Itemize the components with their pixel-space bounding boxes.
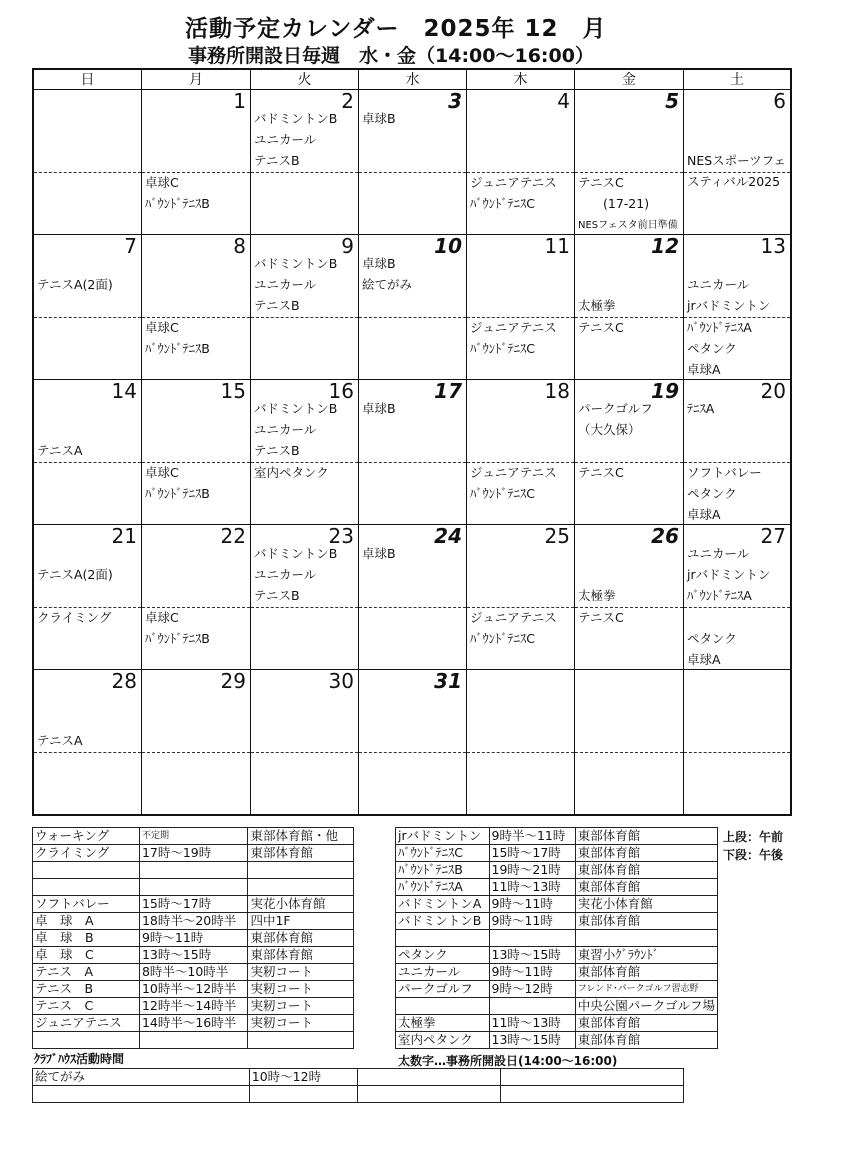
day-cell xyxy=(467,235,575,380)
event-item: ﾊﾞｳﾝﾄﾞﾃﾆｽB xyxy=(145,196,210,211)
table-cell: 太極拳 xyxy=(396,1015,490,1032)
day-number: 6 xyxy=(773,89,786,113)
event-item: テニスA xyxy=(37,733,83,748)
event-item: ジュニアテニス xyxy=(470,320,557,335)
day-cell xyxy=(467,380,575,525)
event-item: ジュニアテニス xyxy=(470,610,557,625)
event-item: 太極拳 xyxy=(578,588,616,603)
weekday-header: 金 xyxy=(575,70,684,90)
table-cell xyxy=(249,1086,358,1103)
weekday-header: 木 xyxy=(467,70,575,90)
event-item: 卓球B xyxy=(362,401,396,416)
table-row xyxy=(33,1032,354,1049)
table-row xyxy=(396,896,718,913)
event-item: バドミントンB xyxy=(254,546,338,561)
am-pm-divider xyxy=(359,462,466,463)
event-item: テニスA(2面) xyxy=(37,277,113,292)
event-item: バドミントンB xyxy=(254,401,338,416)
event-item: ﾊﾞｳﾝﾄﾞﾃﾆｽB xyxy=(145,341,210,356)
am-pm-divider xyxy=(142,607,250,608)
clubhouse-title: ｸﾗﾌﾞﾊｳｽ活動時間 xyxy=(34,1052,125,1066)
event-item: バドミントンB xyxy=(254,111,338,126)
am-pm-divider xyxy=(34,607,141,608)
table-cell xyxy=(33,1086,250,1103)
table-cell: 東部体育館 xyxy=(248,930,354,947)
event-item: 絵てがみ xyxy=(362,277,413,292)
table-cell: jrバドミントン xyxy=(396,828,490,845)
am-pm-divider xyxy=(575,607,683,608)
am-pm-divider xyxy=(467,317,574,318)
table-cell xyxy=(501,1086,684,1103)
event-item: jrバドミントン xyxy=(687,298,771,313)
table-cell: 9時～11時 xyxy=(489,896,575,913)
day-cell xyxy=(34,235,142,380)
event-item: 卓球B xyxy=(362,546,396,561)
table-row xyxy=(396,930,718,947)
table-cell xyxy=(139,862,248,879)
table-cell xyxy=(501,1069,684,1086)
day-number: 24 xyxy=(434,524,462,548)
event-item: テニスA xyxy=(37,443,83,458)
table-cell: 13時～15時 xyxy=(489,947,575,964)
event-item: テニスB xyxy=(254,588,300,603)
weekday-header: 土 xyxy=(684,70,790,90)
event-item: 卓球A xyxy=(687,507,721,522)
table-cell: 不定期 xyxy=(139,828,248,845)
table-row xyxy=(33,964,354,981)
am-pm-divider xyxy=(467,752,574,753)
day-number: 28 xyxy=(111,669,137,693)
day-number: 16 xyxy=(328,379,354,403)
table-cell: パークゴルフ xyxy=(396,981,490,998)
table-cell: ﾊﾞｳﾝﾄﾞﾃﾆｽC xyxy=(396,845,490,862)
day-number: 22 xyxy=(220,524,246,548)
day-number: 9 xyxy=(341,234,354,258)
table-row xyxy=(396,828,718,845)
event-item: ユニカール xyxy=(254,567,317,582)
table-cell: 15時～17時 xyxy=(489,845,575,862)
table-row xyxy=(396,845,718,862)
day-cell xyxy=(34,380,142,525)
event-item: ﾊﾞｳﾝﾄﾞﾃﾆｽB xyxy=(145,486,210,501)
table-row xyxy=(33,913,354,930)
day-cell xyxy=(34,90,142,235)
table-cell: バドミントンA xyxy=(396,896,490,913)
event-item: テニスB xyxy=(254,298,300,313)
event-item: ﾊﾞｳﾝﾄﾞﾃﾆｽC xyxy=(470,486,535,501)
table-cell: 13時～15時 xyxy=(139,947,248,964)
day-number: 13 xyxy=(760,234,786,258)
am-pm-divider xyxy=(34,462,141,463)
day-number: 12 xyxy=(651,234,679,258)
day-cell xyxy=(359,380,467,525)
table-row xyxy=(396,913,718,930)
day-number: 26 xyxy=(651,524,679,548)
day-cell xyxy=(359,670,467,815)
table-row xyxy=(396,1015,718,1032)
event-item: 卓球C xyxy=(145,175,179,190)
am-pm-divider xyxy=(684,752,790,753)
table-cell xyxy=(33,879,140,896)
table-row xyxy=(33,930,354,947)
table-cell: 東部体育館 xyxy=(575,862,717,879)
table-cell xyxy=(396,930,490,947)
table-cell: 実籾コート xyxy=(248,998,354,1015)
table-cell: フレンド･パークゴルフ習志野 xyxy=(575,981,717,998)
table-cell: 中央公園パークゴルフ場 xyxy=(575,998,717,1015)
table-cell xyxy=(33,1032,140,1049)
day-cell xyxy=(251,525,359,670)
table-cell: 15時～17時 xyxy=(139,896,248,913)
table-cell xyxy=(139,1032,248,1049)
event-item: テニスB xyxy=(254,443,300,458)
event-item: 卓球A xyxy=(687,652,721,667)
table-cell: 9時半～11時 xyxy=(489,828,575,845)
day-cell xyxy=(684,90,790,235)
day-number: 21 xyxy=(111,524,137,548)
day-number: 8 xyxy=(233,234,246,258)
event-item: ﾃﾆｽA xyxy=(687,401,715,416)
event-item: テニスC xyxy=(578,610,624,625)
table-cell: テニス C xyxy=(33,998,140,1015)
day-number: 25 xyxy=(544,524,570,548)
table-row xyxy=(33,1015,354,1032)
table-row xyxy=(396,1032,718,1049)
table-cell: 東部体育館 xyxy=(575,964,717,981)
day-number: 14 xyxy=(111,379,137,403)
table-row xyxy=(396,964,718,981)
day-cell xyxy=(467,90,575,235)
day-cell xyxy=(34,670,142,815)
day-cell xyxy=(142,90,251,235)
event-item: 卓球A xyxy=(687,362,721,377)
day-number: 31 xyxy=(434,669,462,693)
table-cell: クライミング xyxy=(33,845,140,862)
table-cell: 実籾コート xyxy=(248,964,354,981)
am-pm-divider xyxy=(359,172,466,173)
event-item: ﾊﾞｳﾝﾄﾞﾃﾆｽA xyxy=(687,320,752,335)
day-number: 15 xyxy=(220,379,246,403)
day-cell xyxy=(359,525,467,670)
table-cell: ﾊﾞｳﾝﾄﾞﾃﾆｽB xyxy=(396,862,490,879)
day-number: 2 xyxy=(341,89,354,113)
table-cell: 12時半～14時半 xyxy=(139,998,248,1015)
event-item: 卓球C xyxy=(145,465,179,480)
table-cell: 東部体育館 xyxy=(575,845,717,862)
am-pm-divider xyxy=(142,317,250,318)
table-cell: 18時半～20時半 xyxy=(139,913,248,930)
day-cell xyxy=(684,380,790,525)
table-row xyxy=(33,1086,684,1103)
table-row xyxy=(33,879,354,896)
table-cell: 東部体育館 xyxy=(575,828,717,845)
page-subtitle: 事務所開設日毎週 水・金（14:00～16:00） xyxy=(188,45,594,67)
table-cell xyxy=(358,1069,501,1086)
legend-note: 太数字…事務所開設日(14:00～16:00) xyxy=(398,1054,618,1068)
table-cell: 東部体育館 xyxy=(575,913,717,930)
event-item: 太極拳 xyxy=(578,298,616,313)
event-item: テニスA(2面) xyxy=(37,567,113,582)
table-row xyxy=(33,981,354,998)
day-number: 30 xyxy=(328,669,354,693)
am-pm-divider xyxy=(251,607,358,608)
event-item: ジュニアテニス xyxy=(470,175,557,190)
table-row xyxy=(33,947,354,964)
table-row xyxy=(33,862,354,879)
table-row xyxy=(396,998,718,1015)
event-item: ジュニアテニス xyxy=(470,465,557,480)
table-cell: ユニカール xyxy=(396,964,490,981)
table-row xyxy=(396,862,718,879)
day-cell xyxy=(684,525,790,670)
table-row xyxy=(396,981,718,998)
day-cell xyxy=(142,670,251,815)
event-item: パークゴルフ xyxy=(578,401,653,416)
left-schedule-table xyxy=(32,827,354,1049)
table-cell: 東習小ｸﾞﾗｳﾝﾄﾞ xyxy=(575,947,717,964)
table-cell: 卓 球 B xyxy=(33,930,140,947)
table-cell: 9時～11時 xyxy=(139,930,248,947)
calendar-grid xyxy=(32,68,792,816)
table-cell: 東部体育館 xyxy=(575,1015,717,1032)
table-cell: バドミントンB xyxy=(396,913,490,930)
side-note-morning: 上段：午前 xyxy=(723,830,784,844)
day-cell xyxy=(34,525,142,670)
day-cell xyxy=(359,235,467,380)
table-cell: 11時～13時 xyxy=(489,879,575,896)
event-item: jrバドミントン xyxy=(687,567,771,582)
table-cell: 実花小体育館 xyxy=(248,896,354,913)
am-pm-divider xyxy=(251,172,358,173)
table-row xyxy=(396,879,718,896)
am-pm-divider xyxy=(575,317,683,318)
day-cell xyxy=(142,525,251,670)
table-cell: 実籾コート xyxy=(248,1015,354,1032)
event-item: ﾊﾞｳﾝﾄﾞﾃﾆｽA xyxy=(687,588,752,603)
table-cell: 8時半～10時半 xyxy=(139,964,248,981)
event-item: ﾊﾞｳﾝﾄﾞﾃﾆｽC xyxy=(470,631,535,646)
event-item: NESスポーツフェ xyxy=(687,153,787,168)
day-cell xyxy=(251,90,359,235)
table-cell: 東部体育館 xyxy=(248,845,354,862)
table-row xyxy=(396,947,718,964)
table-cell xyxy=(248,1032,354,1049)
day-cell xyxy=(575,235,684,380)
table-cell xyxy=(139,879,248,896)
am-pm-divider xyxy=(575,172,683,173)
event-item: バドミントンB xyxy=(254,256,338,271)
table-row xyxy=(33,845,354,862)
event-item: クライミング xyxy=(37,610,112,625)
event-note: NESフェスタ前日準備 xyxy=(578,220,678,231)
weekday-header: 水 xyxy=(359,70,467,90)
table-cell: 10時半～12時半 xyxy=(139,981,248,998)
table-row xyxy=(33,828,354,845)
day-number: 7 xyxy=(124,234,137,258)
am-pm-divider xyxy=(251,317,358,318)
event-item: ユニカール xyxy=(687,277,750,292)
day-cell xyxy=(684,235,790,380)
table-cell: ソフトバレー xyxy=(33,896,140,913)
am-pm-divider xyxy=(684,317,790,318)
day-cell xyxy=(575,90,684,235)
am-pm-divider xyxy=(142,172,250,173)
day-number: 29 xyxy=(220,669,246,693)
table-cell: 絵てがみ xyxy=(33,1069,250,1086)
day-number: 19 xyxy=(651,379,679,403)
am-pm-divider xyxy=(684,462,790,463)
event-item: ユニカール xyxy=(687,546,750,561)
table-cell xyxy=(575,930,717,947)
am-pm-divider xyxy=(467,607,574,608)
table-cell: 室内ペタンク xyxy=(396,1032,490,1049)
day-number: 17 xyxy=(434,379,462,403)
event-item: ペタンク xyxy=(687,486,737,501)
day-number: 18 xyxy=(544,379,570,403)
table-cell: テニス B xyxy=(33,981,140,998)
table-cell: 14時半～16時半 xyxy=(139,1015,248,1032)
day-number: 27 xyxy=(760,524,786,548)
table-cell: 11時～13時 xyxy=(489,1015,575,1032)
am-pm-divider xyxy=(684,607,790,608)
table-cell: ジュニアテニス xyxy=(33,1015,140,1032)
day-cell xyxy=(684,670,790,815)
day-cell xyxy=(142,235,251,380)
event-item: ソフトバレー xyxy=(687,465,762,480)
table-cell: 四中1F xyxy=(248,913,354,930)
day-cell xyxy=(251,670,359,815)
table-cell: テニス A xyxy=(33,964,140,981)
am-pm-divider xyxy=(34,317,141,318)
am-pm-divider xyxy=(575,752,683,753)
clubhouse-table xyxy=(32,1068,684,1103)
day-number: 1 xyxy=(233,89,246,113)
day-number: 5 xyxy=(665,89,679,113)
table-cell: 17時～19時 xyxy=(139,845,248,862)
event-item: (17-21) xyxy=(578,196,650,211)
table-cell xyxy=(489,998,575,1015)
day-cell xyxy=(142,380,251,525)
table-cell: 東部体育館・他 xyxy=(248,828,354,845)
table-row xyxy=(33,896,354,913)
day-cell xyxy=(251,235,359,380)
am-pm-divider xyxy=(359,317,466,318)
day-number: 11 xyxy=(544,234,570,258)
am-pm-divider xyxy=(34,752,141,753)
weekday-header: 日 xyxy=(34,70,142,90)
table-cell xyxy=(248,862,354,879)
day-cell xyxy=(467,670,575,815)
am-pm-divider xyxy=(575,462,683,463)
table-row xyxy=(33,1069,684,1086)
table-cell: 東部体育館 xyxy=(575,1032,717,1049)
table-cell: 9時～11時 xyxy=(489,913,575,930)
table-cell: ﾊﾞｳﾝﾄﾞﾃﾆｽA xyxy=(396,879,490,896)
event-item: テニスC xyxy=(578,465,624,480)
am-pm-divider xyxy=(359,607,466,608)
table-cell: 東部体育館 xyxy=(248,947,354,964)
table-cell xyxy=(33,862,140,879)
day-cell xyxy=(359,90,467,235)
table-cell: 実花小体育館 xyxy=(575,896,717,913)
event-item: ユニカール xyxy=(254,422,317,437)
table-cell: 卓 球 C xyxy=(33,947,140,964)
day-cell xyxy=(575,670,684,815)
am-pm-divider xyxy=(684,172,790,173)
table-cell: 10時～12時 xyxy=(249,1069,358,1086)
event-item: ﾊﾞｳﾝﾄﾞﾃﾆｽC xyxy=(470,196,535,211)
table-cell: 実籾コート xyxy=(248,981,354,998)
event-item: テニスC xyxy=(578,320,624,335)
table-cell xyxy=(489,930,575,947)
table-cell xyxy=(248,879,354,896)
table-cell: 13時～15時 xyxy=(489,1032,575,1049)
table-cell xyxy=(396,998,490,1015)
am-pm-divider xyxy=(359,752,466,753)
event-item: ユニカール xyxy=(254,277,317,292)
event-item: テニスC xyxy=(578,175,624,190)
day-number: 23 xyxy=(328,524,354,548)
event-item: ペタンク xyxy=(687,631,737,646)
day-number: 10 xyxy=(434,234,462,258)
event-item: スティバル2025 xyxy=(687,174,781,189)
day-cell xyxy=(575,380,684,525)
event-item: ペタンク xyxy=(687,341,737,356)
table-cell: 東部体育館 xyxy=(575,879,717,896)
day-number: 4 xyxy=(557,89,570,113)
table-cell: 卓 球 A xyxy=(33,913,140,930)
day-cell xyxy=(251,380,359,525)
event-item: 卓球B xyxy=(362,111,396,126)
event-item: ﾊﾞｳﾝﾄﾞﾃﾆｽC xyxy=(470,341,535,356)
am-pm-divider xyxy=(467,172,574,173)
am-pm-divider xyxy=(142,752,250,753)
table-cell: 9時～12時 xyxy=(489,981,575,998)
am-pm-divider xyxy=(34,172,141,173)
event-item: 卓球C xyxy=(145,320,179,335)
table-cell: 19時～21時 xyxy=(489,862,575,879)
am-pm-divider xyxy=(467,462,574,463)
day-cell xyxy=(467,525,575,670)
page-title: 活動予定カレンダー 2025年 12 月 xyxy=(185,16,607,42)
event-item: （大久保） xyxy=(578,422,641,437)
am-pm-divider xyxy=(251,752,358,753)
table-cell: 9時～11時 xyxy=(489,964,575,981)
am-pm-divider xyxy=(251,462,358,463)
table-cell: ウォーキング xyxy=(33,828,140,845)
weekday-header: 火 xyxy=(251,70,359,90)
day-number: 20 xyxy=(760,379,786,403)
am-pm-divider xyxy=(142,462,250,463)
side-note-afternoon: 下段：午後 xyxy=(723,848,784,862)
event-item: 卓球B xyxy=(362,256,396,271)
event-item: 室内ペタンク xyxy=(254,465,329,480)
weekday-header: 月 xyxy=(142,70,251,90)
right-schedule-table xyxy=(395,827,718,1049)
event-item: ユニカール xyxy=(254,132,317,147)
day-cell xyxy=(575,525,684,670)
event-item: テニスB xyxy=(254,153,300,168)
table-cell xyxy=(358,1086,501,1103)
event-item: ﾊﾞｳﾝﾄﾞﾃﾆｽB xyxy=(145,631,210,646)
table-cell: ペタンク xyxy=(396,947,490,964)
table-row xyxy=(33,998,354,1015)
day-number: 3 xyxy=(448,89,462,113)
event-item: 卓球C xyxy=(145,610,179,625)
